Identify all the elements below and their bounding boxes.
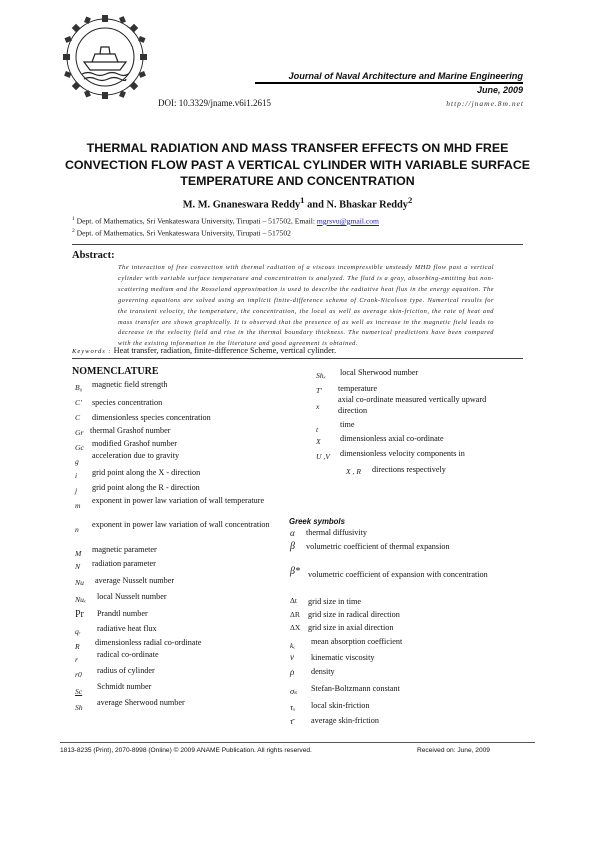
nomenclature-description: time <box>340 420 355 429</box>
nomenclature-symbol: r <box>75 655 78 664</box>
greek-symbol: τₓ <box>290 702 296 712</box>
nomenclature-symbol: C <box>75 413 81 422</box>
affiliation-number: 2 <box>72 228 75 234</box>
greek-symbol: kₑ <box>290 641 296 650</box>
greek-description: grid size in axial direction <box>308 623 394 632</box>
nomenclature-symbol: Sh <box>75 703 83 712</box>
nomenclature-symbol: n <box>75 525 79 534</box>
journal-date: June, 2009 <box>476 85 523 95</box>
nomenclature-description: Prandtl number <box>97 609 148 618</box>
journal-logo <box>62 14 148 100</box>
nomenclature-description: magnetic field strength <box>92 380 168 389</box>
nomenclature-description: species concentration <box>92 398 163 407</box>
nomenclature-description: exponent in power law variation of wall temperature <box>92 496 265 505</box>
authors-and: and <box>304 199 327 211</box>
affiliation-text: Dept. of Mathematics, Sri Venkateswara University, Tirupati – 517502, Email: <box>74 216 317 226</box>
abstract-heading: Abstract: <box>72 250 115 261</box>
greek-symbol: β <box>290 541 295 552</box>
nomenclature-symbol: Gr <box>75 428 84 437</box>
greek-description: kinematic viscosity <box>311 653 375 662</box>
nomenclature-symbol: B₀ <box>75 383 83 392</box>
section-rule <box>72 244 523 245</box>
section-rule <box>72 358 523 359</box>
nomenclature-description: local Nusselt number <box>97 592 167 601</box>
greek-symbol: τ̄ <box>290 716 294 726</box>
nomenclature-symbol: Gc <box>75 443 84 452</box>
greek-description: volumetric coefficient of thermal expansion <box>306 542 450 551</box>
nomenclature-symbol: qᵣ <box>75 627 81 636</box>
nomenclature-symbol: M <box>75 549 82 558</box>
nomenclature-symbol: Nuₓ <box>75 595 87 604</box>
nomenclature-description: local Sherwood number <box>340 368 419 377</box>
nomenclature-description: dimensionless radial co-ordinate <box>95 638 202 647</box>
received-date: Received on: June, 2009 <box>417 747 490 754</box>
nomenclature-symbol: Pr <box>75 609 84 620</box>
nomenclature-symbol: i <box>75 471 78 480</box>
nomenclature-symbol: Shₓ <box>316 371 326 380</box>
nomenclature-description: magnetic parameter <box>92 545 157 554</box>
greek-description: volumetric coefficient of expansion with concentration <box>308 570 488 579</box>
greek-symbol: ΔR <box>290 610 300 619</box>
nomenclature-symbol: t <box>316 425 319 434</box>
nomenclature-description: dimensionless axial co-ordinate <box>340 434 444 443</box>
greek-symbol: ν <box>290 652 294 662</box>
author-1-sup: 1 <box>300 195 305 205</box>
greek-symbols-heading: Greek symbols <box>289 517 345 526</box>
nomenclature-description: dimensionless species concentration <box>92 413 211 422</box>
greek-description: grid size in radical direction <box>308 610 400 619</box>
email-link[interactable]: mgrsvu@gmail.com <box>316 216 379 226</box>
nomenclature-symbol: X <box>316 437 321 446</box>
greek-symbol: β* <box>290 566 300 577</box>
greek-description: density <box>311 667 335 676</box>
nomenclature-description: Schmidt number <box>97 682 152 691</box>
nomenclature-description: radiative heat flux <box>97 624 157 633</box>
nomenclature-symbol: R <box>75 642 80 651</box>
author-2: N. Bhaskar Reddy <box>326 199 408 211</box>
nomenclature-description: thermal Grashof number <box>90 426 171 435</box>
greek-description: average skin-friction <box>311 716 379 725</box>
nomenclature-description: radical co-ordinate <box>97 650 159 659</box>
greek-description: Stefan-Boltzmann constant <box>311 684 400 693</box>
nomenclature-symbol: T′ <box>316 386 322 395</box>
nomenclature-symbol: U ,V <box>316 452 330 461</box>
nomenclature-description: axial co-ordinate measured vertically upward direction <box>338 395 487 415</box>
nomenclature-symbol: C′ <box>75 398 82 407</box>
journal-name: Journal of Naval Architecture and Marine Engineering <box>288 71 523 81</box>
nomenclature-description: average Sherwood number <box>97 698 185 707</box>
greek-symbol: α <box>290 528 295 538</box>
keywords-label: Keywords : <box>72 348 112 355</box>
nomenclature-description: acceleration due to gravity <box>92 451 180 460</box>
nomenclature-symbol: m <box>75 501 81 510</box>
greek-description: thermal diffusivity <box>306 528 368 537</box>
nomenclature-description: radiation parameter <box>92 559 156 568</box>
nomenclature-symbol: x <box>316 402 320 411</box>
greek-description: local skin-friction <box>311 701 370 710</box>
abstract-body: The interaction of free convection with thermal radiation of a viscous incompressible unsteady MHD flow past a vertical cylinder with variable surface temperature and concentration is analyzed. The fluid is a gray, absorbing-emitting but non-scattering medium and the Rosseland approximation is used to describe the radiative heat flux in the energy equation. The governing equations are solved using an implicit finite-difference scheme of Crank-Nicolson type. Numerical results for the transient velocity, the temperature, the concentration, the local as well as average skin-friction, the rate of heat and mass transfer are shown graphically. It is observed that the presence of as well as increase in the magnetic field leads to decrease in the velocity field and rise in the thermal boundary thickness. The numerical predictions have been compared with the existing information in the literature and good agreement is obtained. <box>118 264 494 348</box>
nomenclature-description: dimensionless velocity components in <box>340 449 465 458</box>
nomenclature-symbol: N <box>75 562 81 571</box>
nomenclature-description: modified Grashof number <box>92 439 178 448</box>
footer-rule <box>60 742 535 743</box>
greek-description: mean absorption coefficient <box>311 637 403 646</box>
affiliation-text: Dept. of Mathematics, Sri Venkateswara University, Tirupati – 517502 <box>74 228 291 238</box>
affiliation-2 <box>72 228 291 238</box>
journal-url[interactable]: http://jname.8m.net <box>446 99 524 108</box>
nomenclature-symbol: r0 <box>75 670 82 679</box>
nomenclature-description: temperature <box>338 384 378 393</box>
doi: DOI: 10.3329/jname.v6i1.2615 <box>158 98 271 108</box>
nomenclature-description: grid point along the R - direction <box>92 483 200 492</box>
greek-description: grid size in time <box>308 597 361 606</box>
nomenclature-description: average Nusselt number <box>95 576 175 585</box>
nomenclature-symbol: g <box>75 457 79 466</box>
nomenclature-symbol: j <box>75 486 78 495</box>
keywords-text: Heat transfer, radiation, finite-difference Scheme, vertical cylinder. <box>113 346 337 355</box>
nomenclature-symbol: Nu <box>75 578 84 587</box>
keywords <box>72 346 336 355</box>
nomenclature-description: exponent in power law variation of wall concentration <box>92 520 270 529</box>
nomenclature-description: grid point along the X - direction <box>92 468 201 477</box>
nomenclature-description: radius of cylinder <box>97 666 155 675</box>
copyright-notice: 1813-8235 (Print), 2070-8998 (Online) © 2009 ANAME Publication. All rights reserved. <box>60 747 312 754</box>
greek-symbol: ρ <box>290 667 295 677</box>
author-1: M. M. Gnaneswara Reddy <box>182 199 301 211</box>
affiliation-number: 1 <box>72 216 75 222</box>
author-2-sup: 2 <box>407 195 413 205</box>
paper-title: THERMAL RADIATION AND MASS TRANSFER EFFECTS ON MHD FREE CONVECTION FLOW PAST A VERTICAL CYLINDER WITH VARIABLE SURFACE TEMPERATURE AND CONCENTRATION <box>64 141 531 188</box>
affiliation-1 <box>72 216 379 226</box>
nomenclature-symbol: X , R <box>346 467 361 476</box>
nomenclature-symbol: Sc <box>75 687 83 696</box>
header-rule <box>255 82 523 84</box>
greek-symbol: ΔX <box>290 623 301 632</box>
greek-symbol: Δt <box>290 596 297 605</box>
nomenclature-heading: NOMENCLATURE <box>72 366 159 377</box>
greek-symbol: σₛ <box>290 686 298 696</box>
nomenclature-description: directions respectively <box>372 465 446 474</box>
authors <box>60 195 535 210</box>
